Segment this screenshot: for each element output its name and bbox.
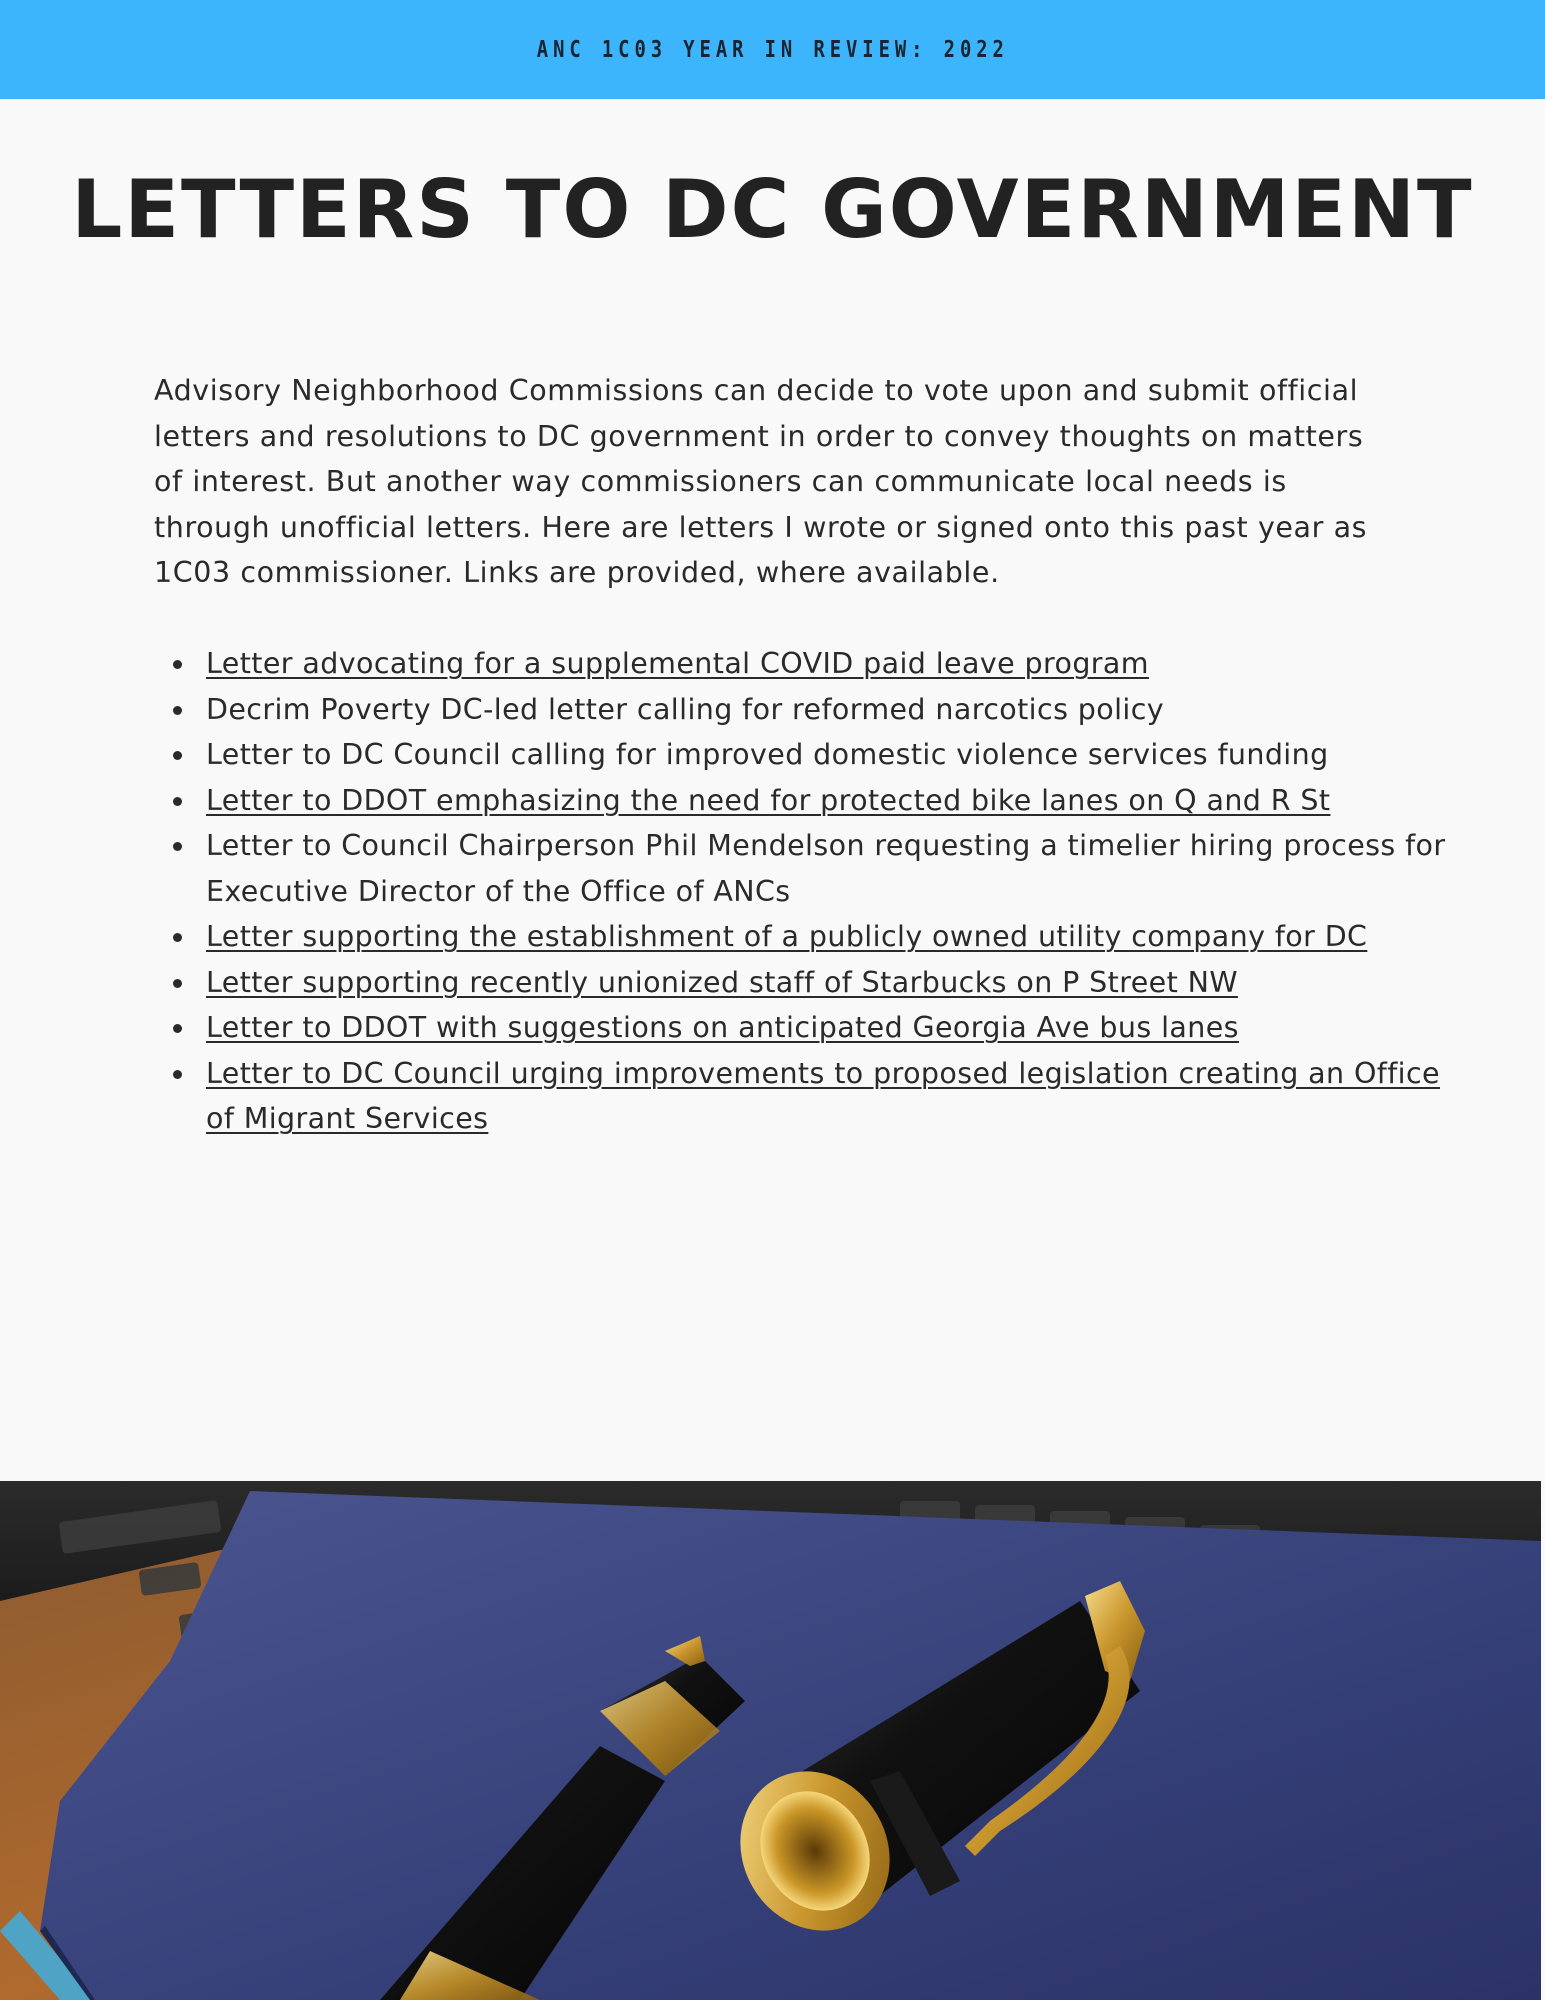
letter-text-office-of-ancs: Letter to Council Chairperson Phil Mendelson requesting a timelier hiring process for Executive Director of the Office of ANCs: [206, 829, 1446, 908]
letter-link-public-utility[interactable]: Letter supporting the establishment of a publicly owned utility company for DC: [206, 920, 1368, 953]
list-item: [206, 960, 1466, 1006]
list-item: [206, 1051, 1466, 1142]
list-item: [206, 687, 1466, 733]
letter-link-georgia-ave-bus[interactable]: Letter to DDOT with suggestions on anticipated Georgia Ave bus lanes: [206, 1011, 1239, 1044]
list-item: [206, 732, 1466, 778]
letter-link-starbucks-union[interactable]: Letter supporting recently unionized staff of Starbucks on P Street NW: [206, 965, 1238, 999]
letters-list: [154, 641, 1466, 1142]
list-item: [206, 914, 1466, 960]
letter-link-bike-lanes[interactable]: Letter to DDOT emphasizing the need for protected bike lanes on Q and R St: [206, 783, 1331, 817]
pen-notebook-photo: [0, 1481, 1541, 2000]
header-title: ANC 1C03 YEAR IN REVIEW: 2022: [536, 36, 1009, 63]
letter-text-domestic-violence: Letter to DC Council calling for improved domestic violence services funding: [206, 738, 1329, 771]
header-band: [0, 0, 1545, 99]
intro-paragraph: Advisory Neighborhood Commissions can decide to vote upon and submit official letters and resolutions to DC government in order to convey thoughts on matters of interest. But another way commissioners can communicate local needs is through unofficial letters. Here are letters I wrote or signed onto this past year as 1C03 commissioner. Links are provided, where available.: [154, 374, 1368, 589]
letter-text-narcotics-policy: Decrim Poverty DC-led letter calling for reformed narcotics policy: [206, 692, 1165, 726]
list-item: [206, 1005, 1466, 1051]
page-title: LETTERS TO DC GOVERNMENT: [71, 163, 1474, 256]
letter-link-migrant-services[interactable]: Letter to DC Council urging improvements to proposed legislation creating an Office of Migrant Services: [206, 1056, 1440, 1135]
letter-link-covid-paid-leave[interactable]: Letter advocating for a supplemental COVID paid leave program: [206, 647, 1149, 680]
list-item: [206, 778, 1466, 824]
list-item: [206, 823, 1466, 914]
list-item: [206, 641, 1466, 687]
